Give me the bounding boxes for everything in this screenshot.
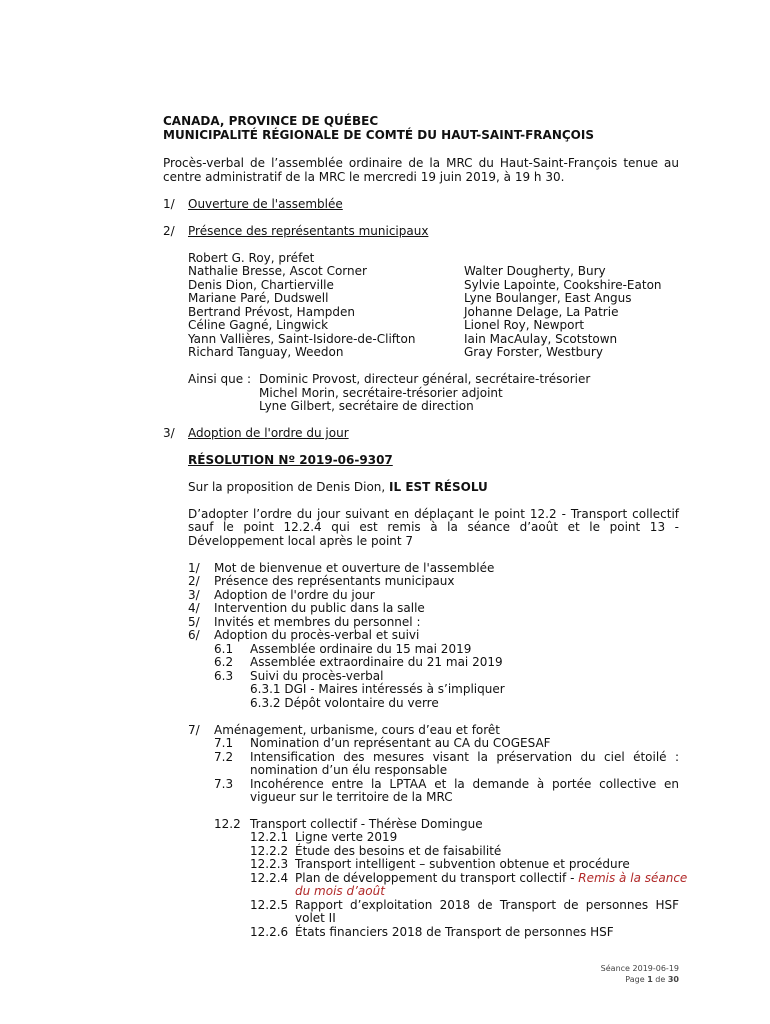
attendee-right: Iain MacAulay, Scotstown	[464, 332, 618, 346]
agenda-number: 2/	[188, 574, 200, 588]
agenda-subsubitem: États financiers 2018 de Transport de personnes HSF	[295, 925, 614, 939]
agenda-subsubitem-cont: volet II	[295, 911, 336, 925]
header-mrc: MUNICIPALITÉ RÉGIONALE DE COMTÉ DU HAUT-SAINT-FRANÇOIS	[163, 128, 594, 142]
agenda-subsubitem: 6.3.1 DGI - Maires intéressés à s’impliquer	[250, 682, 505, 696]
agenda-subsubnumber: 12.2.4	[250, 871, 289, 885]
agenda-subsubnumber: 12.2.5	[250, 898, 289, 912]
also-present-label: Ainsi que :	[188, 372, 252, 386]
agenda-item: Présence des représentants municipaux	[214, 574, 455, 588]
agenda-subitem: Intensification des mesures visant la préservation du ciel étoilé :	[250, 750, 679, 764]
postponed-note-cont: du mois d’août	[295, 884, 385, 898]
agenda-subsubitem: Étude des besoins et de faisabilité	[295, 844, 502, 858]
agenda-subsubnumber: 12.2.6	[250, 925, 289, 939]
attendee-right: Lionel Roy, Newport	[464, 318, 585, 332]
agenda-number: 4/	[188, 601, 200, 615]
agenda-subnumber: 6.1	[214, 642, 234, 656]
resolution-title: RÉSOLUTION Nº 2019-06-9307	[188, 453, 393, 467]
agenda-number: 1/	[188, 561, 200, 575]
intro-line-1: Procès-verbal de l’assemblée ordinaire de la MRC du Haut-Saint-François tenue au	[163, 156, 679, 170]
footer-session: Séance 2019-06-19	[600, 964, 679, 973]
agenda-subnumber: 6.3	[214, 669, 234, 683]
postponed-item-text: Plan de développement du transport collectif -	[295, 871, 579, 885]
agenda-subitem: Nomination d’un représentant au CA du COGESAF	[250, 736, 551, 750]
agenda-number: 3/	[188, 588, 200, 602]
agenda-subitem-cont: nomination d’un élu responsable	[250, 763, 448, 777]
agenda-item: Mot de bienvenue et ouverture de l'assemblée	[214, 561, 495, 575]
agenda-subsubitem: Rapport d’exploitation 2018 de Transport de personnes HSF	[295, 898, 679, 912]
agenda-subitem: Assemblée extraordinaire du 21 mai 2019	[250, 655, 503, 669]
item-2-heading: Présence des représentants municipaux	[188, 224, 429, 238]
intro-line-2: centre administratif de la MRC le mercredi 19 juin 2019, à 19 h 30.	[163, 170, 565, 184]
resolved-text: IL EST RÉSOLU	[389, 480, 488, 494]
item-1-heading: Ouverture de l'assemblée	[188, 197, 343, 211]
agenda-subitem: Incohérence entre la LPTAA et la demande à portée collective en	[250, 777, 679, 791]
attendee-right: Lyne Boulanger, East Angus	[464, 291, 632, 305]
agenda-item: Adoption du procès-verbal et suivi	[214, 628, 420, 642]
item-1-number: 1/	[163, 197, 175, 211]
agenda-number: 5/	[188, 615, 200, 629]
attendee-right: Gray Forster, Westbury	[464, 345, 603, 359]
agenda-item: Adoption de l'ordre du jour	[214, 588, 375, 602]
agenda-subsubnumber: 12.2.2	[250, 844, 289, 858]
agenda-subnumber: 6.2	[214, 655, 234, 669]
page-mid: de	[652, 975, 668, 984]
agenda-subitem-cont: vigueur sur le territoire de la MRC	[250, 790, 453, 804]
attendee-left: Bertrand Prévost, Hampden	[188, 305, 355, 319]
also-present-staff: Lyne Gilbert, secrétaire de direction	[259, 399, 474, 413]
page-number: 1	[647, 975, 653, 984]
attendee-left: Nathalie Bresse, Ascot Corner	[188, 264, 367, 278]
agenda-subitem: Transport collectif - Thérèse Domingue	[250, 817, 483, 831]
agenda-number: 6/	[188, 628, 200, 642]
attendee-left: Denis Dion, Chartierville	[188, 278, 334, 292]
footer-page	[625, 975, 679, 985]
postponed-note: Remis à la séance	[578, 871, 688, 885]
resolution-text-line-2: sauf le point 12.2.4 qui est remis à la séance d’août et le point 13 -	[188, 520, 679, 534]
resolution-text-line-1: D’adopter l’ordre du jour suivant en déplaçant le point 12.2 - Transport collectif	[188, 507, 679, 521]
item-3-number: 3/	[163, 426, 175, 440]
agenda-subsubitem: 6.3.2 Dépôt volontaire du verre	[250, 696, 439, 710]
attendee-left: Yann Vallières, Saint-Isidore-de-Clifton	[188, 332, 416, 346]
attendee-left: Mariane Paré, Dudswell	[188, 291, 329, 305]
agenda-subnumber: 7.3	[214, 777, 234, 791]
attendee-left: Richard Tanguay, Weedon	[188, 345, 344, 359]
resolution-proposer	[188, 481, 488, 494]
agenda-subsubnumber: 12.2.3	[250, 857, 289, 871]
agenda-number: 7/	[188, 723, 200, 737]
header-country: CANADA, PROVINCE DE QUÉBEC	[163, 114, 379, 128]
agenda-subnumber: 12.2	[214, 817, 241, 831]
agenda-subitem: Assemblée ordinaire du 15 mai 2019	[250, 642, 472, 656]
agenda-subsubitem: Transport intelligent – subvention obtenue et procédure	[295, 857, 630, 871]
agenda-subnumber: 7.2	[214, 750, 234, 764]
agenda-subitem: Suivi du procès-verbal	[250, 669, 384, 683]
attendee-prefect: Robert G. Roy, préfet	[188, 251, 315, 265]
agenda-subsubnumber: 12.2.1	[250, 830, 289, 844]
also-present-staff: Michel Morin, secrétaire-trésorier adjoint	[259, 386, 503, 400]
agenda-item: Invités et membres du personnel :	[214, 615, 421, 629]
item-3-heading: Adoption de l'ordre du jour	[188, 426, 349, 440]
page-prefix: Page	[625, 975, 648, 984]
agenda-item: Intervention du public dans la salle	[214, 601, 425, 615]
attendee-right: Johanne Delage, La Patrie	[464, 305, 619, 319]
attendee-right: Sylvie Lapointe, Cookshire-Eaton	[464, 278, 662, 292]
attendee-right: Walter Dougherty, Bury	[464, 264, 606, 278]
page-total: 30	[667, 975, 679, 984]
resolution-text-line-3: Développement local après le point 7	[188, 534, 414, 548]
proposer-text: Sur la proposition de Denis Dion,	[188, 480, 390, 494]
also-present-staff: Dominic Provost, directeur général, secrétaire-trésorier	[259, 372, 591, 386]
agenda-item: Aménagement, urbanisme, cours d’eau et forêt	[214, 723, 501, 737]
attendee-left: Céline Gagné, Lingwick	[188, 318, 329, 332]
agenda-subnumber: 7.1	[214, 736, 234, 750]
agenda-subsubitem: Ligne verte 2019	[295, 830, 398, 844]
item-2-number: 2/	[163, 224, 175, 238]
